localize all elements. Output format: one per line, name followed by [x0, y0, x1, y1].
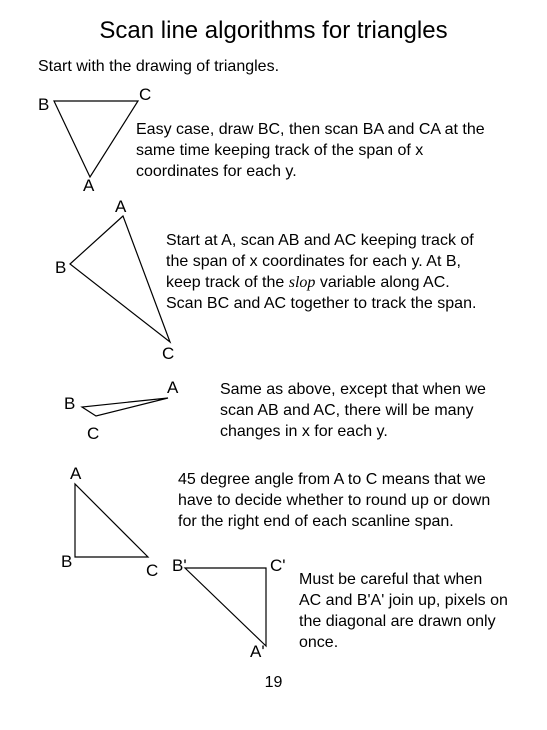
fig4-line-2: have to decide whether to round up or down	[178, 492, 491, 509]
fig4-line-1: 45 degree angle from A to C means that we	[178, 471, 486, 488]
fig1-line-2: same time keeping track of the span of x	[136, 142, 424, 159]
fig2-description	[166, 230, 476, 314]
fig1-label-a: A	[83, 176, 95, 195]
fig5-description	[299, 569, 508, 653]
fig2-label-c: C	[162, 344, 175, 363]
intro-text: Start with the drawing of triangles.	[38, 58, 280, 75]
triangle-2	[70, 216, 170, 342]
fig3-line-1: Same as above, except that when we	[220, 381, 486, 398]
triangle-1	[54, 101, 138, 177]
fig1-line-3: coordinates for each y.	[136, 163, 297, 180]
fig5-line-4: once.	[299, 634, 339, 651]
fig4-label-c: C	[146, 561, 159, 580]
fig5-line-3: the diagonal are drawn only	[299, 613, 496, 630]
fig2-label-a: A	[115, 197, 127, 216]
fig3-label-b: B	[64, 394, 76, 413]
fig1-description	[136, 119, 485, 182]
fig5-label-a: A'	[250, 642, 265, 661]
fig2-line-1: Start at A, scan AB and AC keeping track of	[166, 232, 474, 249]
fig2-line-3	[166, 272, 476, 293]
triangle-4	[75, 484, 148, 557]
fig3-description	[220, 379, 486, 442]
fig2-line-2: the span of x coordinates for each y. At B,	[166, 253, 461, 270]
page-title: Scan line algorithms for triangles	[99, 17, 448, 44]
fig3-line-3: changes in x for each y.	[220, 423, 388, 440]
fig4-label-a: A	[70, 464, 82, 483]
fig2-line-3-before: keep track of the	[166, 274, 289, 291]
fig5-label-b: B'	[172, 556, 187, 575]
fig1-label-b: B	[38, 95, 50, 114]
fig2-line-3-after: variable along AC.	[315, 274, 450, 291]
fig1-line-1: Easy case, draw BC, then scan BA and CA at the	[136, 121, 485, 138]
fig4-description	[178, 469, 490, 532]
triangle-5	[185, 568, 266, 646]
fig3-label-a: A	[167, 378, 179, 397]
fig5-label-c: C'	[270, 556, 286, 575]
fig3-label-c: C	[87, 424, 100, 443]
slop-variable: slop	[288, 274, 316, 291]
fig5-line-1: Must be careful that when	[299, 571, 483, 588]
triangle-3	[82, 398, 168, 416]
fig1-label-c: C	[139, 85, 152, 104]
fig4-label-b: B	[61, 552, 73, 571]
fig2-label-b: B	[55, 258, 67, 277]
page-number: 19	[264, 674, 283, 691]
fig3-line-2: scan AB and AC, there will be many	[220, 402, 474, 419]
fig2-line-4: Scan BC and AC together to track the span.	[166, 295, 477, 312]
fig4-line-3: for the right end of each scanline span.	[178, 513, 454, 530]
fig5-line-2: AC and B'A' join up, pixels on	[299, 592, 508, 609]
